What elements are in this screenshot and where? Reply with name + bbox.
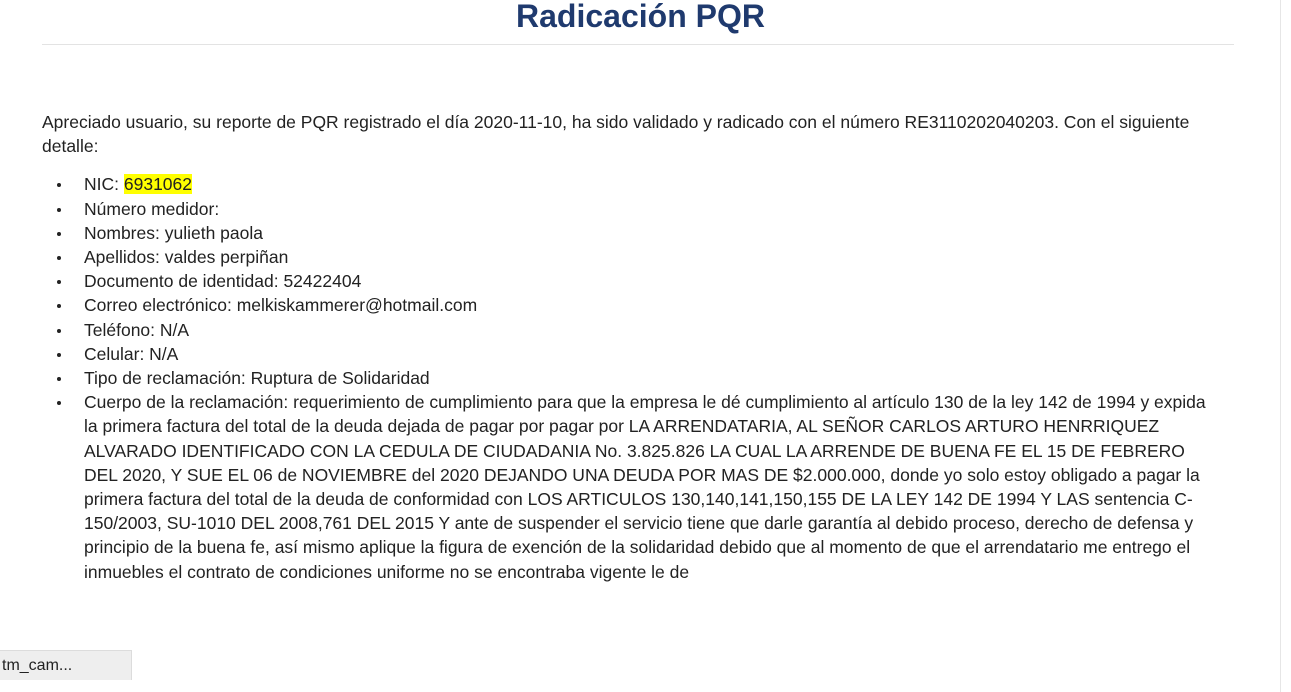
detail-item-apellidos: Apellidos: valdes perpiñan [43,245,1222,269]
detail-item-documento: Documento de identidad: 52422404 [43,269,1222,293]
detail-item-cuerpo: Cuerpo de la reclamación: requerimiento de cumplimiento para que la empresa le dé cumplimiento al artículo 130 de la ley 142 de 1994 y expida la primera factura del total de la deuda dejada de pagar por pagar por LA ARRENDATARIA, AL SEÑOR CARLOS ARTURO HENRRIQUEZ ALVARADO IDENTIFICADO CON LA CEDULA DE CIUDADANIA No. 3.825.826 LA CUAL LA ARRENDE DE BUENA FE EL 15 DE FEBRERO DEL 2020, Y SUE EL 06 de NOVIEMBRE del 2020 DEJANDO UNA DEUDA POR MAS DE $2.000.000, donde yo solo estoy obligado a pagar la primera factura del total de la deuda de conformidad con LOS ARTICULOS 130,140,141,150,155 DE LA LEY 142 DE 1994 Y LAS sentencia C-150/2003, SU-1010 DEL 2008,761 DEL 2015 Y ante de suspender el servicio tiene que darle garantía al debido proceso, derecho de defensa y principio de la buena fe, así mismo aplique la figura de exención de la solidaridad debido que al momento de que el arrendatario me entrego el inmuebles el contrato de condiciones uniforme no se encontraba vigente le de [43,390,1222,584]
detail-item-celular: Celular: N/A [43,342,1222,366]
detail-item-tipo: Tipo de reclamación: Ruptura de Solidaridad [43,366,1222,390]
nic-label: NIC: [84,174,124,195]
nic-value-highlighted: 6931062 [123,174,193,195]
detail-item-correo: Correo electrónico: melkiskammerer@hotmail.com [43,293,1222,317]
detail-item-telefono: Teléfono: N/A [43,318,1222,342]
page-right-border [1280,0,1281,692]
detail-list [42,172,1222,583]
title-divider [42,44,1234,45]
main-content [42,110,1222,584]
link-status-bar: tm_cam... [0,650,132,680]
detail-item-nic [43,172,1222,196]
detail-item-medidor: Número medidor: [43,197,1222,221]
page-title: Radicación PQR [516,0,765,34]
detail-item-nombres: Nombres: yulieth paola [43,221,1222,245]
intro-paragraph: Apreciado usuario, su reporte de PQR registrado el día 2020-11-10, ha sido validado y radicado con el número RE3110202040203. Con el siguiente detalle: [42,112,1190,157]
